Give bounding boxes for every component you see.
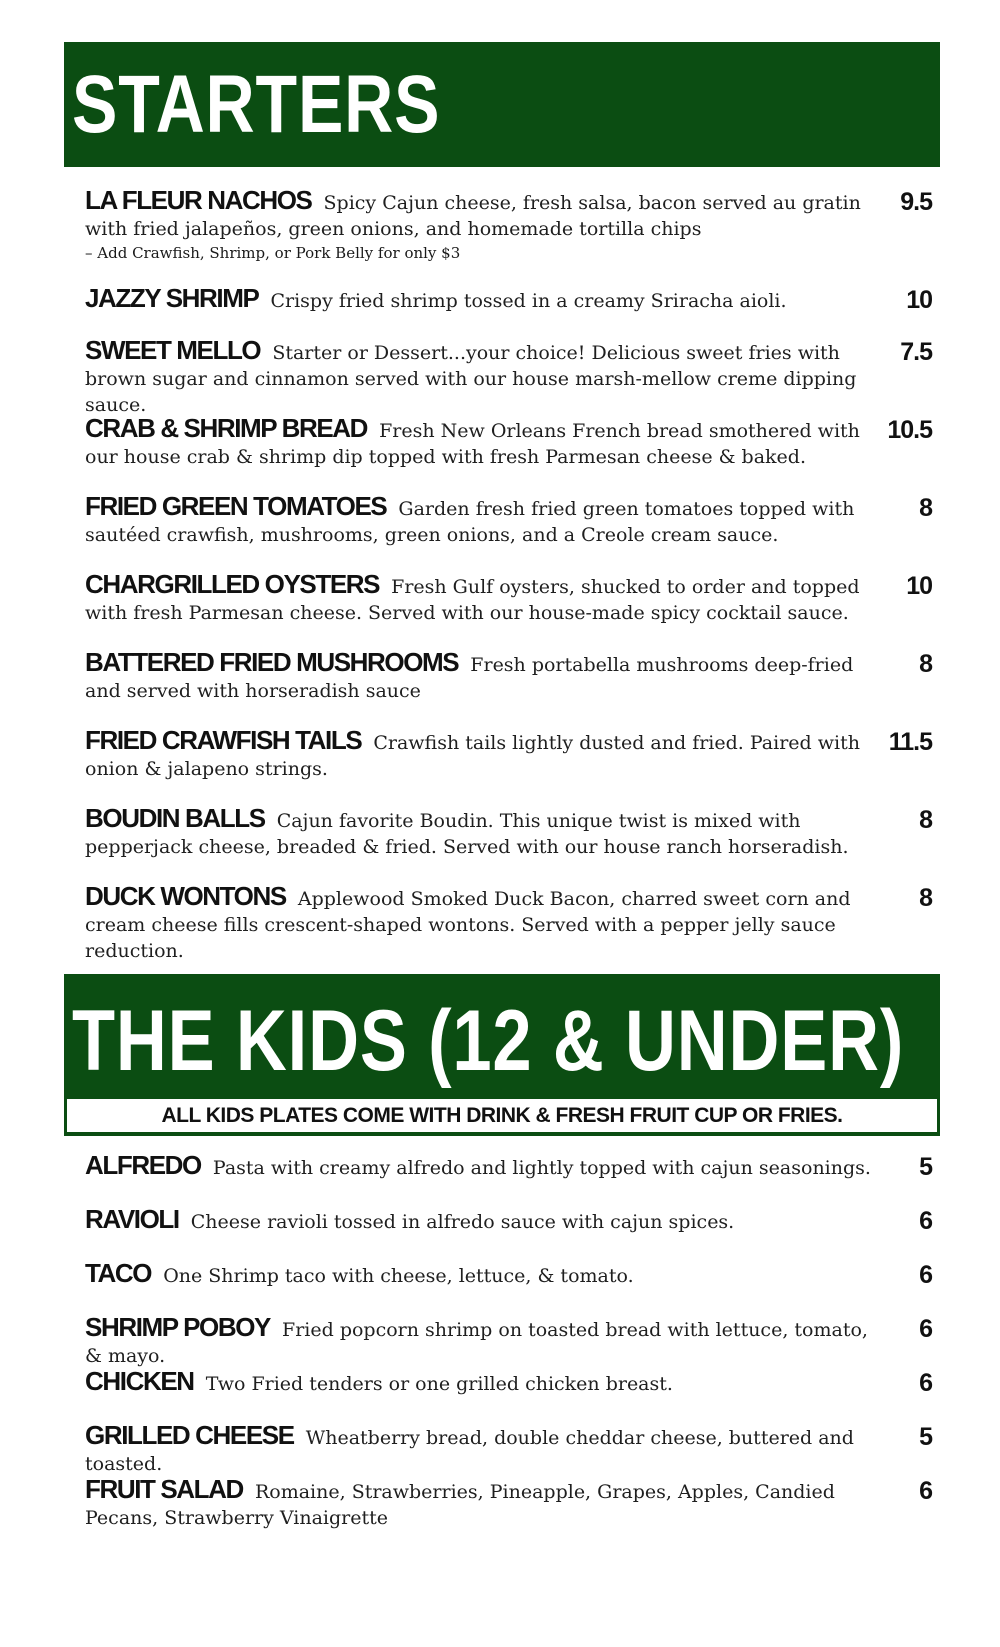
item-price: 11.5 <box>888 728 932 756</box>
menu-item-ravioli <box>85 1206 885 1235</box>
item-name: FRIED CRAWFISH TAILS <box>85 725 362 755</box>
item-description: Fresh Gulf oysters, shucked to order and topped with fresh Parmesan cheese. Served with our house-made spicy cocktail sauce. <box>85 576 860 624</box>
item-description: Crispy fried shrimp tossed in a creamy Sriracha aioli. <box>270 290 787 312</box>
menu-item-boudin-balls <box>85 805 885 860</box>
menu-item-battered-fried-mushrooms <box>85 649 885 704</box>
menu-item-taco <box>85 1260 885 1289</box>
item-price: 6 <box>919 1477 932 1505</box>
item-price: 6 <box>919 1369 932 1397</box>
item-description: Wheatberry bread, double cheddar cheese, buttered and toasted. <box>85 1427 854 1475</box>
item-name: JAZZY SHRIMP <box>85 283 259 313</box>
item-name: SHRIMP POBOY <box>85 1312 270 1342</box>
menu-item-chicken <box>85 1368 885 1397</box>
item-description: Crawfish tails lightly dusted and fried. Paired with onion & jalapeno strings. <box>85 732 860 780</box>
item-price: 5 <box>919 1153 932 1181</box>
menu-item-jazzy-shrimp <box>85 285 885 314</box>
menu-item-grilled-cheese <box>85 1422 885 1477</box>
item-price: 8 <box>919 806 932 834</box>
item-description: Cheese ravioli tossed in alfredo sauce with cajun spices. <box>190 1211 735 1233</box>
item-description: Two Fried tenders or one grilled chicken breast. <box>205 1373 673 1395</box>
item-name: TACO <box>85 1258 152 1288</box>
item-name: ALFREDO <box>85 1150 201 1180</box>
menu-item-chargrilled-oysters <box>85 571 885 626</box>
menu-item-duck-wontons <box>85 883 885 964</box>
menu-item-fruit-salad <box>85 1476 885 1531</box>
item-name: BATTERED FRIED MUSHROOMS <box>85 647 459 677</box>
item-description: Fried popcorn shrimp on toasted bread with lettuce, tomato, & mayo. <box>85 1319 868 1367</box>
menu-item-crab-shrimp-bread <box>85 415 885 470</box>
item-description: Pasta with creamy alfredo and lightly topped with cajun seasonings. <box>212 1157 871 1179</box>
menu-item-la-fleur-nachos <box>85 187 885 263</box>
item-name: RAVIOLI <box>85 1204 179 1234</box>
item-price: 8 <box>919 494 932 522</box>
item-description: Starter or Dessert...your choice! Delicious sweet fries with brown sugar and cinnamon served with our house marsh-mellow creme dipping sauce. <box>85 342 857 416</box>
item-description: Applewood Smoked Duck Bacon, charred sweet corn and cream cheese fills crescent-shaped wontons. Served with a pepper jelly sauce reduction. <box>85 888 851 962</box>
item-name: BOUDIN BALLS <box>85 803 265 833</box>
item-description: Romaine, Strawberries, Pineapple, Grapes, Apples, Candied Pecans, Strawberry Vinaigrette <box>85 1481 835 1529</box>
menu-item-shrimp-poboy <box>85 1314 885 1369</box>
item-description: Cajun favorite Boudin. This unique twist is mixed with pepperjack cheese, breaded & fried. Served with our house ranch horseradish. <box>85 810 849 858</box>
starters-banner <box>64 42 940 167</box>
item-name: SWEET MELLO <box>85 335 261 365</box>
item-price: 9.5 <box>900 188 932 216</box>
item-price: 6 <box>919 1207 932 1235</box>
item-description: Fresh portabella mushrooms deep-fried and served with horseradish sauce <box>85 654 854 702</box>
item-description: Spicy Cajun cheese, fresh salsa, bacon served au gratin with fried jalapeños, green onions, and homemade tortilla chips <box>85 192 861 240</box>
item-price: 10 <box>906 286 932 314</box>
item-name: LA FLEUR NACHOS <box>85 185 312 215</box>
item-price: 10.5 <box>887 416 932 444</box>
kids-title: THE KIDS (12 & UNDER) <box>72 993 905 1089</box>
item-description: Fresh New Orleans French bread smothered with our house crab & shrimp dip topped with fresh Parmesan cheese & baked. <box>85 420 860 468</box>
menu-item-fried-green-tomatoes <box>85 493 885 548</box>
item-price: 8 <box>919 650 932 678</box>
item-price: 6 <box>919 1261 932 1289</box>
item-description: One Shrimp taco with cheese, lettuce, & tomato. <box>163 1265 634 1287</box>
item-price: 10 <box>906 572 932 600</box>
menu-item-alfredo <box>85 1152 885 1181</box>
kids-banner <box>64 974 940 1136</box>
item-name: DUCK WONTONS <box>85 881 286 911</box>
menu-item-fried-crawfish-tails <box>85 727 885 782</box>
menu-item-sweet-mello <box>85 337 885 418</box>
item-name: FRIED GREEN TOMATOES <box>85 491 387 521</box>
item-price: 5 <box>919 1423 932 1451</box>
starters-title: STARTERS <box>72 59 441 150</box>
item-name: CRAB & SHRIMP BREAD <box>85 413 368 443</box>
item-name: GRILLED CHEESE <box>85 1420 294 1450</box>
kids-plates-note: ALL KIDS PLATES COME WITH DRINK & FRESH FRUIT CUP OR FRIES. <box>67 1099 937 1132</box>
item-name: FRUIT SALAD <box>85 1474 243 1504</box>
item-price: 6 <box>919 1315 932 1343</box>
item-name: CHARGRILLED OYSTERS <box>85 569 380 599</box>
item-price: 7.5 <box>900 338 932 366</box>
item-description: Garden fresh fried green tomatoes topped with sautéed crawfish, mushrooms, green onions, and a Creole cream sauce. <box>85 498 855 546</box>
item-price: 8 <box>919 884 932 912</box>
item-name: CHICKEN <box>85 1366 194 1396</box>
item-addon-note: – Add Crawfish, Shrimp, or Pork Belly for only $3 <box>85 244 461 262</box>
